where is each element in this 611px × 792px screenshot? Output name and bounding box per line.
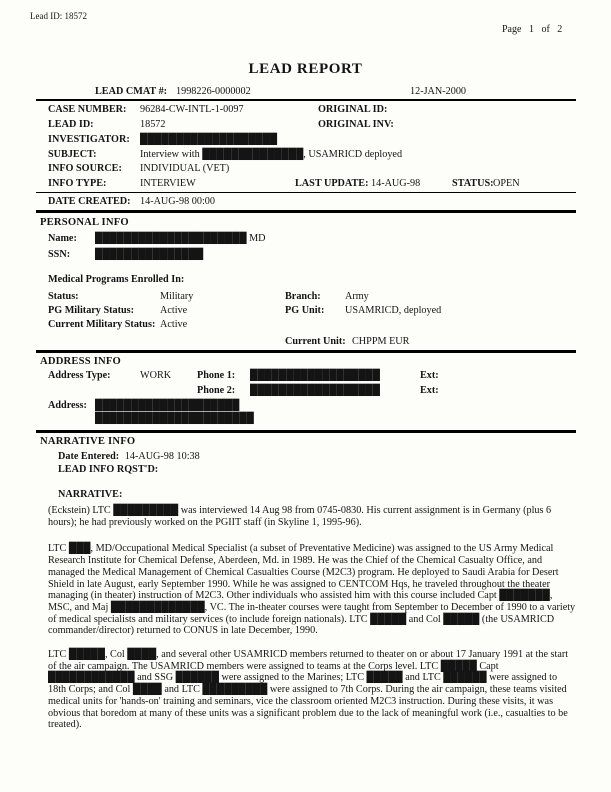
divider-case xyxy=(36,192,576,193)
narrative-info-header: NARRATIVE INFO xyxy=(40,436,136,447)
report-date: 12-JAN-2000 xyxy=(410,86,467,97)
pg-status-label: PG Military Status: xyxy=(48,305,135,316)
address-type-label: Address Type: xyxy=(48,370,111,381)
lead-cmat-label: LEAD CMAT #: xyxy=(95,86,168,97)
info-type-label: INFO TYPE: xyxy=(48,178,107,189)
pg-status-row xyxy=(0,305,611,320)
branch-value: Army xyxy=(345,291,369,302)
info-source-label: INFO SOURCE: xyxy=(48,163,122,174)
current-status-row xyxy=(0,319,611,334)
original-id-label: ORIGINAL ID: xyxy=(318,104,388,115)
current-unit-label: Current Unit: xyxy=(285,336,346,347)
military-status-label: Status: xyxy=(48,291,79,302)
branch-label: Branch: xyxy=(285,291,321,302)
date-entered-value: 14-AUG-98 10:38 xyxy=(124,451,200,462)
status-label: STATUS: xyxy=(452,178,494,189)
address-redacted-line2: ██████████████████████ xyxy=(95,413,254,424)
original-inv-label: ORIGINAL INV: xyxy=(318,119,394,130)
investigator-redacted: ███████████████████ xyxy=(140,134,278,145)
name-label: Name: xyxy=(48,233,77,244)
address-label: Address: xyxy=(48,400,87,411)
last-update-value: 14-AUG-98 xyxy=(371,178,421,189)
subject-value: Interview with ██████████████, USAMRICD deployed xyxy=(140,149,403,160)
address-row-2 xyxy=(0,413,611,428)
phone1-label: Phone 1: xyxy=(197,370,236,381)
divider-address xyxy=(36,350,576,353)
date-entered-label: Date Entered: xyxy=(58,451,120,462)
programs-label: Medical Programs Enrolled In: xyxy=(48,274,185,285)
investigator-label: INVESTIGATOR: xyxy=(48,134,130,145)
date-created-row xyxy=(0,196,611,211)
phone2-redacted: ██████████████████ xyxy=(250,385,380,396)
last-update-label: LAST UPDATE: xyxy=(295,178,369,189)
ssn-row xyxy=(0,249,611,264)
pg-unit-value: USAMRICD, deployed xyxy=(345,305,442,316)
ssn-value: ███████████████ xyxy=(95,249,204,260)
lead-cmat-value: 1998226-0000002 xyxy=(176,86,251,97)
info-type-row xyxy=(0,178,611,193)
subject-row xyxy=(0,149,611,164)
current-unit-row xyxy=(0,336,611,351)
address-type-row xyxy=(0,370,611,385)
investigator-row xyxy=(0,134,611,149)
current-status-label: Current Military Status: xyxy=(48,319,156,330)
pg-status-value: Active xyxy=(160,305,188,316)
personal-info-header: PERSONAL INFO xyxy=(40,217,129,228)
info-source-row xyxy=(0,163,611,178)
address-info-header: ADDRESS INFO xyxy=(40,356,121,367)
address-type-value: WORK xyxy=(140,370,172,381)
narrative-label: NARRATIVE: xyxy=(58,489,123,500)
current-status-value: Active xyxy=(160,319,188,330)
case-number-row xyxy=(0,104,611,119)
narrative-section xyxy=(40,436,577,731)
ext1-label: Ext: xyxy=(420,370,439,381)
lead-info-rqstd-label: LEAD INFO RQST'D: xyxy=(58,464,159,475)
military-status-row xyxy=(0,291,611,306)
name-row xyxy=(0,233,611,248)
date-entered-row xyxy=(58,451,577,462)
divider-narrative xyxy=(36,430,576,433)
lead-id-header: Lead ID: 18572 xyxy=(30,11,87,21)
programs-row xyxy=(0,274,611,289)
info-type-value: INTERVIEW xyxy=(140,178,196,189)
narrative-paragraph-1: (Eckstein) LTC █████████ was interviewed 14 Aug 98 from 0745-0830. His current assignment is in Germany (plus 6 hours); he had previously worked on the PGIIT staff (in Skyline 1, 1995-96). xyxy=(48,505,552,528)
name-value: █████████████████████ MD xyxy=(95,233,266,244)
phone1-redacted: ██████████████████ xyxy=(250,370,380,381)
divider-personal xyxy=(36,210,576,213)
narrative-paragraph-3: LTC █████, Col ████, and several other USAMRICD members returned to theater on or about 17 January 1991 at the start of the air campaign. The USAMRICD members were assigned to teams at the Corps level. LTC █████ Capt ████████████ and SSG ██████ were assigned to the Marines; LTC █████ and LTC ██████ were assigned to 18th Corps; and Col ████ and LTC █████████ were assigned to 7th Corps. During the air campaign, these teams visited medical units for 'hands-on' training and seminars, vice the classroom oriented M2C3 instruction. During these visits, it was obvious that boredom at many of these units was a significant problem due to the lack of meaningful work (i.e., casualties to be treated). xyxy=(48,649,569,731)
date-created-label: DATE CREATED: xyxy=(48,196,131,207)
case-number-value: 96284-CW-INTL-1-0097 xyxy=(140,104,244,115)
page-number: Page 1 of 2 xyxy=(502,24,563,35)
subject-label: SUBJECT: xyxy=(48,149,97,160)
divider-top xyxy=(36,99,576,101)
ext2-label: Ext: xyxy=(420,385,439,396)
narrative-paragraph-2: LTC ███, MD/Occupational Medical Specialist (a subset of Preventative Medicine) was assigned to the US Army Medical Research Institute for Chemical Defense, Aberdeen, Md. in 1989. He was the Chief of the Chemical Casualty Office, and managed the Medical Management of Chemical Casualties Course (M2C3) program. He deployed to Saudi Arabia for Desert Shield in late August, early September 1990. While he was assigned to CENTCOM Hqs, he traveled throughout the theater managing (in theater) instruction of M2C3. Other individuals who assisted him with this course included Capt ███████, MSC, and Maj █████████████, VC. The in-theater courses were taught from September to December of 1990 to a variety of medical specialists and military services (to include foreign nationals). LTC █████ and Col █████ (the USAMRICD commander/director) returned to CONUS in late December, 1990. xyxy=(48,543,576,637)
lead-id-row xyxy=(0,119,611,134)
lead-id-value: 18572 xyxy=(140,119,166,130)
ssn-label: SSN: xyxy=(48,249,71,260)
document-title: LEAD REPORT xyxy=(248,61,363,77)
info-source-value: INDIVIDUAL (VET) xyxy=(140,163,230,174)
lead-id-label: LEAD ID: xyxy=(48,119,94,130)
phone2-row xyxy=(0,385,611,400)
case-number-label: CASE NUMBER: xyxy=(48,104,127,115)
address-redacted-line1: ████████████████████ xyxy=(95,400,240,411)
military-status-value: Military xyxy=(160,291,194,302)
date-created-value: 14-AUG-98 00:00 xyxy=(140,196,215,207)
phone2-label: Phone 2: xyxy=(197,385,236,396)
current-unit-value: CHPPM EUR xyxy=(352,336,410,347)
pg-unit-label: PG Unit: xyxy=(285,305,325,316)
status-value: OPEN xyxy=(493,178,520,189)
